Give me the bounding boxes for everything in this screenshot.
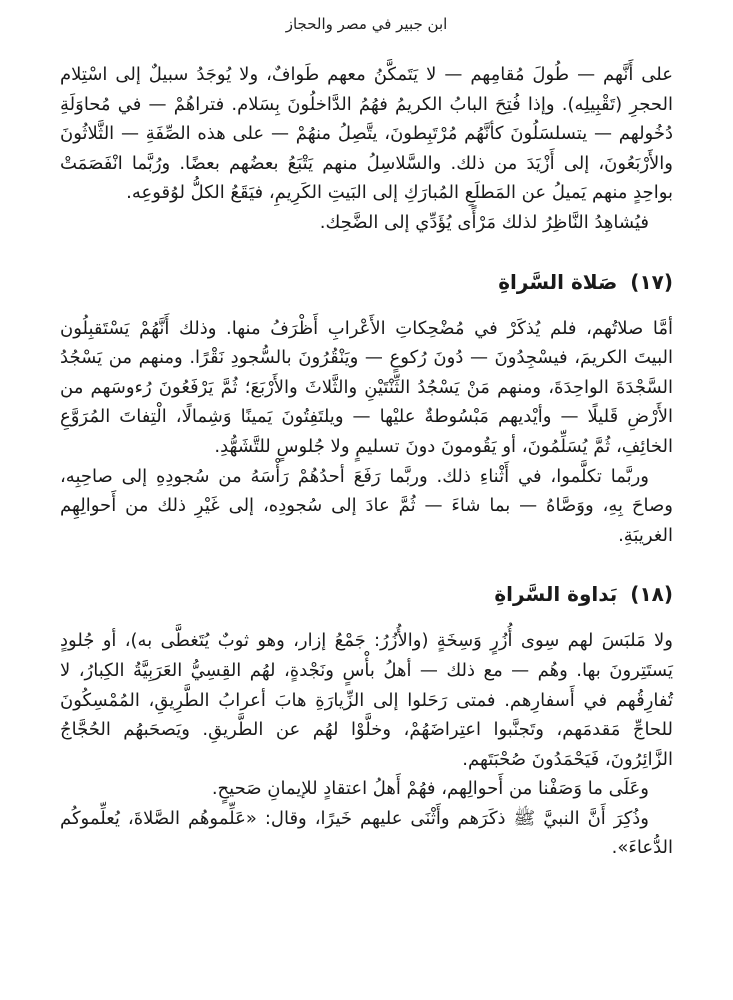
section-title: بَداوة السَّراةِ [494,582,618,607]
section-heading [60,268,673,296]
section-heading [60,580,673,608]
paragraph: وربَّما تكلَّموا، في أَثْناءِ ذلك. وربَّما رَفَعَ أحدُهُمْ رَأْسَهُ من سُجودِهِ إلى صاحِبِه، وصاحَ بِهِ، ووَصَّاهُ — بما شاءَ — ثُمَّ عادَ إلى سُجودِه، إلى غَيْرِ ذلك من أَحوالِهِم الغريبَةِ. [60,465,673,546]
body-text [60,60,673,863]
running-header: ابن جبير في مصر والحجاز [285,15,448,33]
paragraph: على أَنَّهم — طُولَ مُقامِهم — لا يَتَمكَّنُ معهم طَوافٌ، ولا يُوجَدُ سبيلٌ إلى اسْتِلام الحجرِ (تَقْبِيلِه). وإذا فُتِحَ البابُ الكريمُ فهُمُ الدَّاخلُونَ بِسَلام. فتراهُمْ — في مُحاوَلَةِ دُخُولهم — يتسلسَلُونَ كأنَّهُم مُرْتَبِطونَ، يتَّصِلُ منهُمْ — على هذه الصِّفَةِ — الثَّلاثُونَ والأَرْبَعُونَ، إلى أَزْيَدَ من ذلك. والسَّلاسِلُ منهم يَتْبَعُ بعضُهم بعضًا. ورُبَّما انْفَصَمَتْ بواحِدٍ منهم يَميلُ عن المَطلَعِ المُبارَكِ إلى البَيتِ الكَرِيمِ، فيَقَعُ الكلُّ لوُقوعِه. [60,64,673,204]
section-title: صَلاة السَّراةِ [498,269,618,294]
paragraph: وذُكِرَ أَنَّ النبيَّ ﷺ ذكَرَهم وأَثْنَى عليهم خَيرًا، وقال: «عَلِّموهُم الصَّلاةَ، يُعلِّموكُم الدُّعاءَ». [60,807,673,859]
section-number: (١٨) [630,582,673,607]
section-number: (١٧) [630,269,673,294]
paragraph: وعَلَى ما وَصَفْنا من أَحوالِهم، فهُمْ أَهلُ اعتقادٍ للإيمانِ صَحيحٍ. [211,778,649,800]
paragraph: أمَّا صلاتُهم، فلم يُذكَرْ في مُضْحِكاتِ الأَعْرابِ أَظْرَفُ منها. وذلك أَنَّهُمْ يَسْتَقبِلُون البيتَ الكريمَ، فيسْجِدُونَ — دُونَ رُكوعٍ — ويَنْقُرُونَ بالسُّجودِ نَقْرًا. ومنهم من يَسْجُدُ السَّجْدَةَ الواحِدَةَ، ومنهم مَنْ يَسْجُدُ الثِّنْتَيْنِ والثَّلاثَ والأَرْبَعَ؛ ثُمَّ يَرْفَعُونَ رُءوسَهم من الأَرْضِ قَليلًا — وأيْديهم مَبْسُوطةٌ عليْها — ويلتَفِتُونَ يَمينًا وَشِمالًا، الْتِفاتَ المُرَوَّعِ الخائِفِ، ثُمَّ يُسَلِّمُونَ، أو يَقُومونَ دونَ تسليمٍ ولا جُلوسٍ للتَّشَهُّدِ. [60,317,673,457]
paragraph: فيُشاهِدُ النَّاظِرُ لذلك مَرْأًى يُؤَدِّي إلى الضَّحِك. [319,211,649,233]
paragraph: ولا مَلبَسَ لهم سِوى أُزُرٍ وَسِخَةٍ (والأُزُرُ: جَمْعُ إزار، وهو ثوبٌ يُتَغطَّى به)، أو جُلودٍ يَستَتِرونَ بها. وهُم — مع ذلك — أهلُ بأْسٍ ونَجْدةٍ، لهُم القِسِيُّ العَرَبِيَّةُ الكِبارُ، لا تُفارِقُهم في أَسفارِهم. فمتى رَحَلوا إلى الزِّيارَةِ هابَ أعرابُ الطَّرِيقِ، المُمْسِكُونَ للحاجِّ مَقدمَهم، وتَجنَّبوا اعتِراضَهُمْ، وخلَّوْا لهُم عن الطَّريقِ. ويَصحَبهُم الحُجَّاجُ الزَّائِرُونَ، فَيَحْمَدُونَ صُحْبَتَهم. [60,630,673,770]
